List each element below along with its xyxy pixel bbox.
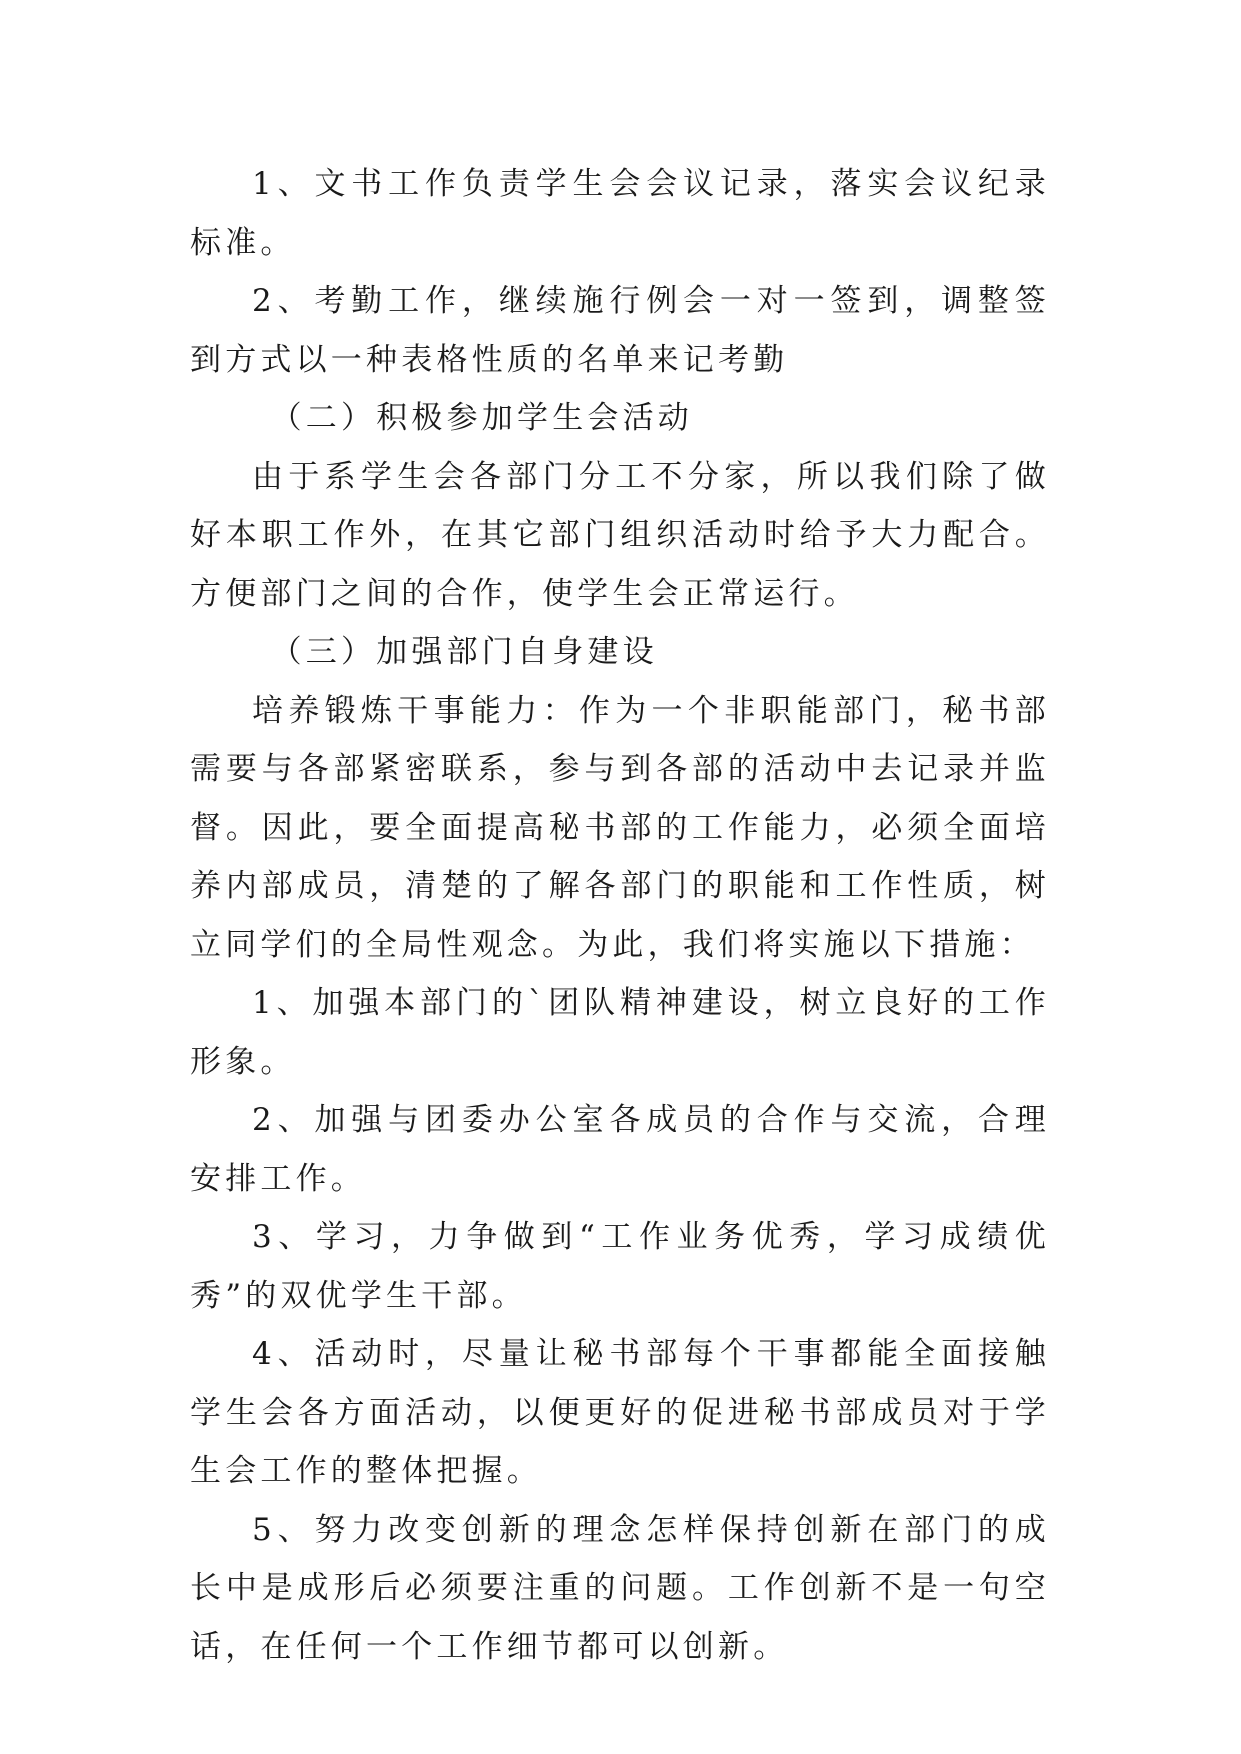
- list-item-innovation: 5、努力改变创新的理念怎样保持创新在部门的成长中是成形后必须要注重的问题。工作创新不是一句空话，在任何一个工作细节都可以创新。: [190, 1511, 1050, 1665]
- paragraph-attendance: 2、考勤工作，继续施行例会一对一签到，调整签到方式以一种表格性质的名单来记考勤: [190, 283, 1050, 378]
- section-heading-self-building: （三）加强部门自身建设: [270, 634, 658, 670]
- paragraph-minutes: 1、文书工作负责学生会会议记录，落实会议纪录标准。: [190, 166, 1050, 261]
- list-item-study: 3、学习，力争做到“工作业务优秀，学习成绩优秀”的双优学生干部。: [190, 1219, 1050, 1314]
- document-body: [190, 155, 1050, 1676]
- list-item-activities: 4、活动时，尽量让秘书部每个干事都能全面接触学生会各方面活动，以便更好的促进秘书部成员对于学生会工作的整体把握。: [190, 1336, 1050, 1489]
- list-item-communication: 2、加强与团委办公室各成员的合作与交流，合理安排工作。: [190, 1102, 1050, 1197]
- paragraph-training: 培养锻炼干事能力：作为一个非职能部门，秘书部需要与各部紧密联系，参与到各部的活动中去记录并监督。因此，要全面提高秘书部的工作能力，必须全面培养内部成员，清楚的了解各部门的职能和工作性质，树立同学们的全局性观念。为此，我们将实施以下措施：: [190, 692, 1050, 963]
- section-heading-activities: （二）积极参加学生会活动: [270, 400, 693, 436]
- paragraph-cooperation: 由于系学生会各部门分工不分家，所以我们除了做好本职工作外，在其它部门组织活动时给予大力配合。方便部门之间的合作，使学生会正常运行。: [190, 458, 1050, 612]
- list-item-team-spirit: 1、加强本部门的`团队精神建设，树立良好的工作形象。: [190, 985, 1050, 1080]
